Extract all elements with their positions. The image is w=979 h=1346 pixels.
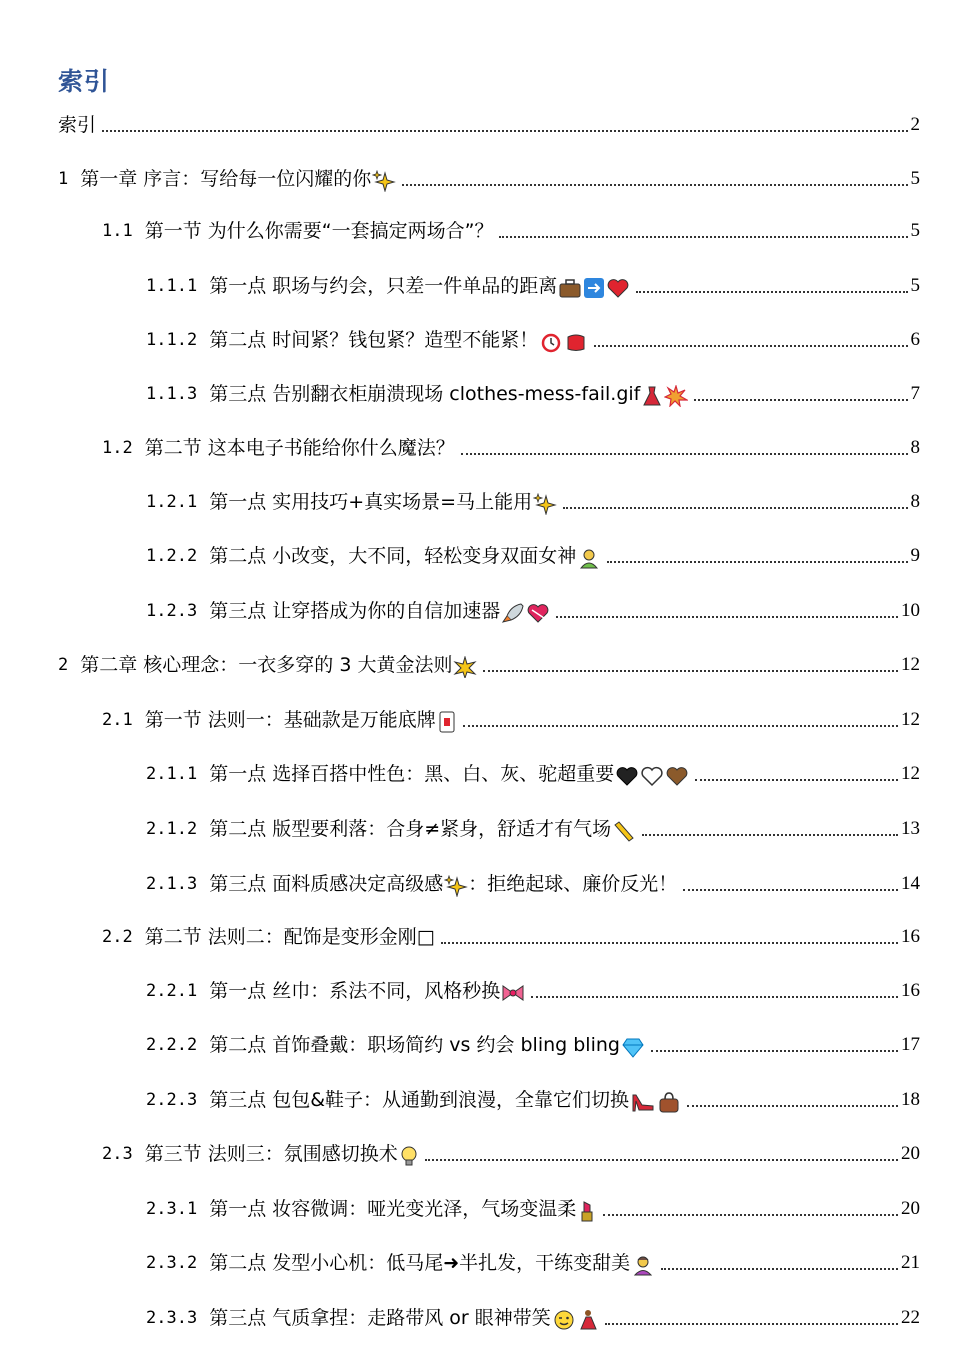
toc-number: 1.1.3 bbox=[146, 384, 198, 404]
dot-leader bbox=[499, 236, 907, 238]
toc-number: 2.3.2 bbox=[146, 1253, 198, 1273]
toc-entry-label: 第三点 包包&鞋子：从通勤到浪漫，全靠它们切换 bbox=[209, 1089, 630, 1111]
toc-entry[interactable] bbox=[146, 814, 920, 842]
ruler-icon bbox=[612, 820, 636, 842]
toc-page-number: 8 bbox=[910, 437, 920, 458]
toc-page-number: 16 bbox=[901, 980, 920, 1001]
toc-page-number: 5 bbox=[910, 168, 920, 189]
toc-entry-label: 第一节 为什么你需要“一套搞定两场合”？ bbox=[144, 220, 494, 242]
toc-number: 2.2 bbox=[102, 927, 133, 947]
toc-entry-label: 第三点 让穿搭成为你的自信加速器 bbox=[209, 600, 501, 622]
collision-icon bbox=[664, 385, 688, 407]
dot-leader bbox=[642, 834, 898, 836]
toc-page-number: 12 bbox=[901, 763, 920, 784]
toc-number: 1.1 bbox=[102, 221, 133, 241]
toc-page-number: 18 bbox=[901, 1089, 920, 1110]
toc-number: 2.2.2 bbox=[146, 1035, 198, 1055]
toc-entry-label: 第二点 版型要利落：合身≠紧身，舒适才有气场 bbox=[209, 818, 612, 840]
toc-entry[interactable] bbox=[146, 869, 920, 897]
toc-entry[interactable] bbox=[146, 325, 920, 353]
toc-page-number: 17 bbox=[901, 1034, 920, 1055]
toc-entry-label: 第一点 妆容微调：哑光变光泽，气场变温柔 bbox=[209, 1198, 577, 1220]
dot-leader bbox=[425, 1159, 898, 1161]
toc-entry-label: 第二点 发型小心机：低马尾➜半扎发，干练变甜美 bbox=[209, 1252, 631, 1274]
sparkles-icon bbox=[533, 493, 557, 515]
toc-entry-label: 第二章 核心理念：一衣多穿的 3 大黄金法则 bbox=[80, 654, 453, 676]
dot-leader bbox=[441, 942, 898, 944]
toc-page-number: 8 bbox=[910, 491, 920, 512]
toc-entry[interactable] bbox=[102, 922, 920, 950]
toc-entry[interactable] bbox=[146, 1248, 920, 1276]
dot-leader bbox=[563, 507, 907, 509]
toc-entry[interactable] bbox=[146, 1085, 920, 1113]
toc-number: 2.2.3 bbox=[146, 1090, 198, 1110]
toc-page-number: 13 bbox=[901, 818, 920, 839]
toc-page-number: 16 bbox=[901, 926, 920, 947]
toc-page-number: 6 bbox=[910, 329, 920, 350]
toc-number: 2.1.1 bbox=[146, 764, 198, 784]
toc-number: 2.1 bbox=[102, 710, 133, 730]
toc-number: 2.1.3 bbox=[146, 874, 198, 894]
toc-entry-label: 第二节 法则二：配饰是变形金刚□ bbox=[144, 926, 435, 948]
toc-number: 1.2.3 bbox=[146, 601, 198, 621]
toc-number: 1.1.1 bbox=[146, 276, 198, 296]
ribbon-icon bbox=[501, 982, 525, 1004]
arrow-right-icon bbox=[583, 277, 605, 299]
toc-number: 2.2.1 bbox=[146, 981, 198, 1001]
toc-entry-label: 第二节 这本电子书能给你什么魔法？ bbox=[144, 437, 455, 459]
dot-leader bbox=[461, 453, 908, 455]
gem-icon bbox=[621, 1036, 645, 1058]
sparkles-icon bbox=[444, 875, 468, 897]
toc-entry[interactable] bbox=[58, 650, 920, 678]
dot-leader bbox=[594, 345, 907, 347]
toc-number: 2.3 bbox=[102, 1144, 133, 1164]
dot-leader bbox=[695, 779, 898, 781]
woman-icon bbox=[577, 547, 601, 569]
dot-leader bbox=[463, 725, 898, 727]
toc-number: 1.1.2 bbox=[146, 330, 198, 350]
heel-icon bbox=[630, 1091, 656, 1113]
toc-entry[interactable] bbox=[58, 164, 920, 192]
card-icon bbox=[437, 711, 457, 733]
toc-entry-label: 第一点 丝巾：系法不同，风格秒换 bbox=[209, 980, 501, 1002]
toc-entry-label: 第二点 首饰叠戴：职场简约 vs 约会 bling bling bbox=[209, 1034, 620, 1056]
toc-entry[interactable] bbox=[146, 379, 920, 407]
toc-number: 1.2.2 bbox=[146, 546, 198, 566]
toc-page-number: 9 bbox=[910, 545, 920, 566]
toc-entry[interactable] bbox=[58, 110, 920, 138]
toc-entry-label: 第二点 小改变，大不同，轻松变身双面女神 bbox=[209, 545, 577, 567]
dot-leader bbox=[102, 130, 907, 132]
dot-leader bbox=[531, 996, 898, 998]
toc-page-number: 12 bbox=[901, 654, 920, 675]
toc-entry-label: 第一章 序言：写给每一位闪耀的你 bbox=[80, 168, 372, 190]
rocket-icon bbox=[501, 602, 525, 624]
toc-number: 1.2 bbox=[102, 438, 133, 458]
lipstick-icon bbox=[577, 1200, 597, 1222]
toc-page-number: 21 bbox=[901, 1252, 920, 1273]
heart-icon bbox=[606, 277, 630, 299]
dancer-icon bbox=[577, 1309, 599, 1331]
toc-entry-label: 第一点 职场与约会，只差一件单品的距离 bbox=[209, 275, 558, 297]
toc-entry[interactable] bbox=[102, 433, 920, 461]
toc-page-number: 10 bbox=[901, 600, 920, 621]
dot-leader bbox=[694, 399, 907, 401]
sparkles-icon bbox=[372, 170, 396, 192]
briefcase-icon bbox=[558, 277, 582, 299]
wink-icon bbox=[552, 1309, 576, 1331]
dot-leader bbox=[603, 1214, 898, 1216]
wallet-icon bbox=[564, 331, 588, 353]
toc-entry-label-cont: ：拒绝起球、廉价反光！ bbox=[468, 873, 678, 895]
toc-entry[interactable] bbox=[146, 271, 920, 299]
toc-entry-label: 索引 bbox=[58, 114, 97, 136]
dot-leader bbox=[483, 670, 898, 672]
dot-leader bbox=[687, 1105, 898, 1107]
toc-number: 2.3.3 bbox=[146, 1308, 198, 1328]
toc-entry[interactable] bbox=[146, 541, 920, 569]
toc-number: 2.1.2 bbox=[146, 819, 198, 839]
page-title: 索引 bbox=[58, 67, 111, 96]
toc-page-number: 5 bbox=[910, 275, 920, 296]
toc-number: 2 bbox=[58, 655, 69, 675]
toc-entry-label: 第一点 选择百搭中性色：黑、白、灰、驼超重要 bbox=[209, 763, 615, 785]
black-heart-icon bbox=[615, 765, 639, 787]
toc-entry-label: 第三点 气质拿捏：走路带风 or 眼神带笑 bbox=[209, 1307, 551, 1329]
dot-leader bbox=[605, 1323, 898, 1325]
toc-entry[interactable] bbox=[102, 1139, 920, 1167]
hair-woman-icon bbox=[631, 1254, 655, 1276]
brown-heart-icon bbox=[665, 765, 689, 787]
dot-leader bbox=[556, 616, 898, 618]
toc-entry[interactable] bbox=[146, 976, 920, 1004]
dress-icon bbox=[641, 385, 663, 407]
toc-page-number: 2 bbox=[910, 114, 920, 135]
toc-page-number: 7 bbox=[910, 383, 920, 404]
alarm-clock-icon bbox=[539, 331, 563, 353]
toc-number: 2.3.1 bbox=[146, 1199, 198, 1219]
toc-entry[interactable] bbox=[146, 759, 920, 787]
toc-entry-label: 第三点 告别翻衣柜崩溃现场 clothes-mess-fail.gif bbox=[209, 383, 641, 405]
toc-entry-label: 第一点 实用技巧+真实场景=马上能用 bbox=[209, 491, 533, 513]
toc-entry-label: 第三点 面料质感决定高级感 bbox=[209, 873, 444, 895]
white-heart-icon bbox=[640, 765, 664, 787]
dot-leader bbox=[402, 184, 907, 186]
bulb-icon bbox=[399, 1145, 419, 1167]
toc-page-number: 20 bbox=[901, 1143, 920, 1164]
handbag-icon bbox=[657, 1091, 681, 1113]
toc-entry[interactable] bbox=[146, 487, 920, 515]
heart-ribbon-icon bbox=[526, 602, 550, 624]
toc-entry[interactable] bbox=[146, 1194, 920, 1222]
dot-leader bbox=[607, 561, 907, 563]
toc-page-number: 5 bbox=[910, 220, 920, 241]
toc-entry-label: 第二点 时间紧？钱包紧？造型不能紧！ bbox=[209, 329, 539, 351]
dot-leader bbox=[661, 1268, 898, 1270]
toc-entry[interactable] bbox=[146, 1303, 920, 1331]
toc-number: 1 bbox=[58, 169, 69, 189]
star-burst-icon bbox=[453, 656, 477, 678]
toc-entry-label: 第三节 法则三：氛围感切换术 bbox=[144, 1143, 398, 1165]
toc-entry[interactable] bbox=[146, 1030, 920, 1058]
toc-entry[interactable] bbox=[102, 216, 920, 244]
toc-page-number: 14 bbox=[901, 873, 920, 894]
toc-entry[interactable] bbox=[102, 705, 920, 733]
toc-entry-label: 第一节 法则一：基础款是万能底牌 bbox=[144, 709, 436, 731]
toc-page-number: 22 bbox=[901, 1307, 920, 1328]
toc-page-number: 12 bbox=[901, 709, 920, 730]
toc-page-number: 20 bbox=[901, 1198, 920, 1219]
toc-number: 1.2.1 bbox=[146, 492, 198, 512]
dot-leader bbox=[683, 889, 898, 891]
dot-leader bbox=[636, 291, 907, 293]
dot-leader bbox=[651, 1050, 898, 1052]
toc-entry[interactable] bbox=[146, 596, 920, 624]
